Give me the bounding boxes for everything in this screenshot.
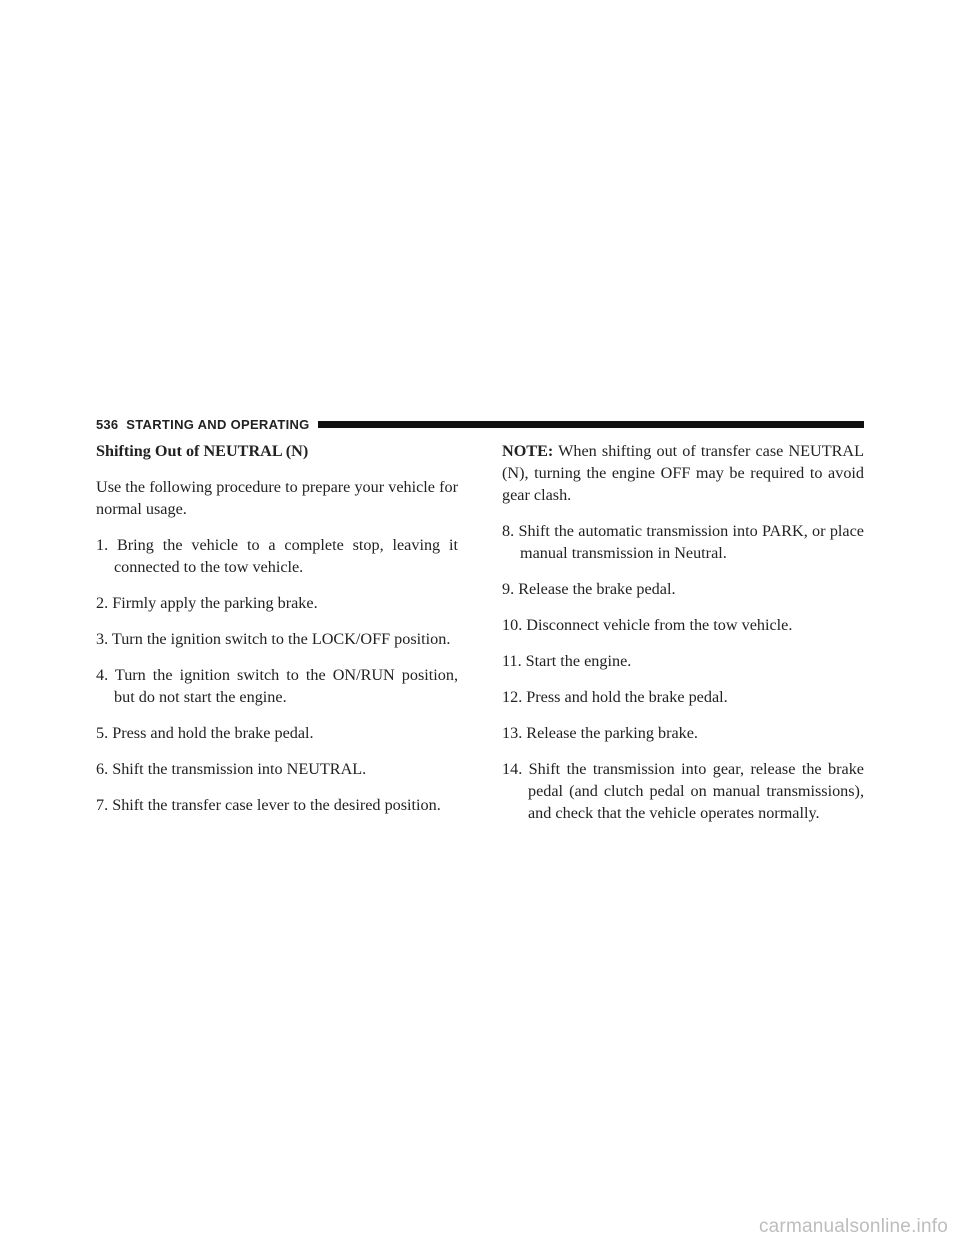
note-label: NOTE:: [502, 442, 554, 460]
page-header: [96, 416, 864, 432]
right-column: [502, 440, 864, 838]
section-title: Shifting Out of NEUTRAL (N): [96, 442, 309, 460]
step-10: 10. Disconnect vehicle from the tow vehicle.: [502, 616, 793, 634]
note-paragraph: [502, 440, 864, 506]
step-11: 11. Start the engine.: [502, 652, 632, 670]
left-column: [96, 440, 458, 830]
header-rule: [318, 421, 864, 428]
section-name: STARTING AND OPERATING: [126, 416, 310, 432]
watermark: carmanualsonline.info: [758, 1216, 948, 1237]
step-1: 1. Bring the vehicle to a complete stop, leaving it connected to the tow vehicle.: [96, 536, 458, 576]
step-9: 9. Release the brake pedal.: [502, 580, 676, 598]
step-7: 7. Shift the transfer case lever to the desired position.: [96, 796, 441, 814]
step-5: 5. Press and hold the brake pedal.: [96, 724, 314, 742]
note-text: When shifting out of transfer case NEUTRAL (N), turning the engine OFF may be required to avoid gear clash.: [502, 442, 864, 504]
step-4: 4. Turn the ignition switch to the ON/RUN position, but do not start the engine.: [96, 666, 458, 706]
step-14: 14. Shift the transmission into gear, release the brake pedal (and clutch pedal on manual transmissions), and check that the vehicle operates normally.: [502, 760, 864, 822]
step-12: 12. Press and hold the brake pedal.: [502, 688, 728, 706]
step-2: 2. Firmly apply the parking brake.: [96, 594, 318, 612]
step-3: 3. Turn the ignition switch to the LOCK/OFF position.: [96, 630, 451, 648]
page-number: 536: [96, 416, 119, 432]
step-8: 8. Shift the automatic transmission into PARK, or place manual transmission in Neutral.: [502, 522, 864, 562]
intro-paragraph: Use the following procedure to prepare your vehicle for normal usage.: [96, 478, 458, 518]
step-13: 13. Release the parking brake.: [502, 724, 698, 742]
step-6: 6. Shift the transmission into NEUTRAL.: [96, 760, 367, 778]
